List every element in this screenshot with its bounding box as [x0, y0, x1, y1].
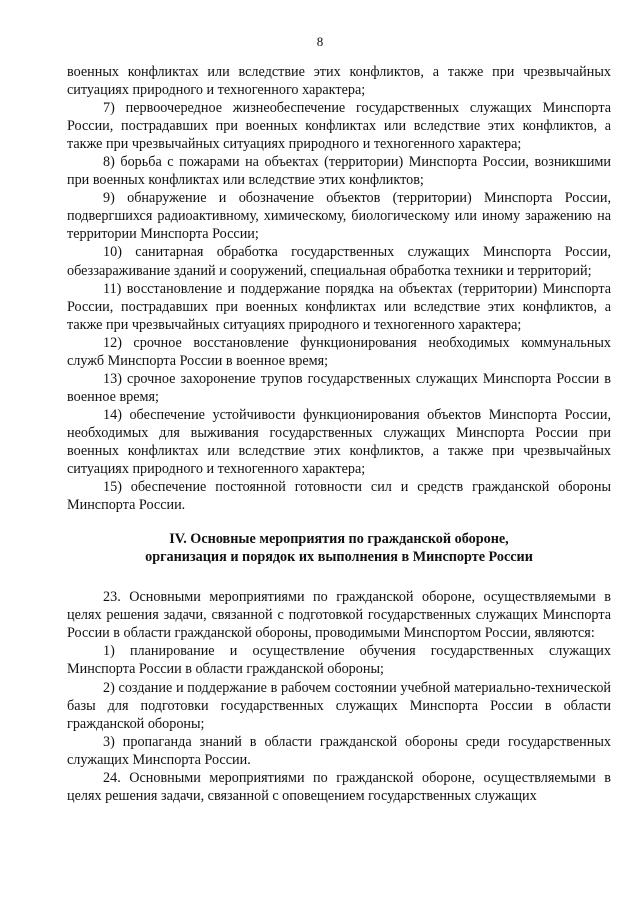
paragraph: 15) обеспечение постоянной готовности сил и средств гражданской обороны Минспорта России. [67, 479, 611, 514]
paragraph: 13) срочное захоронение трупов государственных служащих Минспорта России в военное время; [67, 370, 611, 405]
paragraph: 9) обнаружение и обозначение объектов (территории) Минспорта России, подвергшихся радиоактивному, химическому, биологическому или иному заражению на территории Минспорта России; [67, 190, 611, 243]
paragraph: 23. Основными мероприятиями по гражданской обороне, осуществляемыми в целях решения задачи, связанной с подготовкой государственных служащих Минспорта России в области гражданской обороны, проводимыми Минспортом России, являются: [67, 589, 611, 642]
paragraph: 8) борьба с пожарами на объектах (территории) Минспорта России, возникшими при военных конфликтах или вследствие этих конфликтов; [67, 154, 611, 189]
paragraph: военных конфликтах или вследствие этих конфликтов, а также при чрезвычайных ситуациях природного и техногенного характера; [67, 64, 611, 99]
paragraph: 7) первоочередное жизнеобеспечение государственных служащих Минспорта России, пострадавших при военных конфликтах или вследствие этих конфликтов, а также при чрезвычайных ситуациях природного и техногенного характера; [67, 100, 611, 153]
page-number: 8 [316, 34, 324, 49]
paragraph: 1) планирование и осуществление обучения государственных служащих Минспорта России в области гражданской обороны; [67, 643, 611, 678]
paragraph: 10) санитарная обработка государственных служащих Минспорта России, обеззараживание зданий и сооружений, специальная обработка техники и территорий; [67, 244, 611, 279]
paragraph: 14) обеспечение устойчивости функционирования объектов Минспорта России, необходимых для выживания государственных служащих Минспорта России при военных конфликтах или вследствие этих конфликтов, а также при чрезвычайных ситуациях природного и техногенного характера; [67, 406, 611, 478]
document-body [67, 63, 611, 805]
section-heading [67, 530, 611, 566]
section-heading-line: IV. Основные мероприятия по гражданской обороне, [169, 531, 509, 548]
paragraph: 2) создание и поддержание в рабочем состоянии учебной материально-технической базы для подготовки государственных служащих Минспорта России в области гражданской обороны; [67, 679, 611, 732]
paragraph: 3) пропаганда знаний в области гражданской обороны среди государственных служащих Минспорта России. [67, 733, 611, 768]
paragraphs-before-heading [67, 63, 611, 514]
section-heading-line: организация и порядок их выполнения в Минспорте России [145, 549, 533, 566]
paragraph: 12) срочное восстановление функционирования необходимых коммунальных служб Минспорта России в военное время; [67, 334, 611, 369]
paragraph: 11) восстановление и поддержание порядка на объектах (территории) Минспорта России, пострадавших при военных конфликтах или вследствие этих конфликтов, а также при чрезвычайных ситуациях природного и техногенного характера; [67, 280, 611, 333]
paragraph: 24. Основными мероприятиями по гражданской обороне, осуществляемыми в целях решения задачи, связанной с оповещением государственных служащих [67, 769, 611, 804]
paragraphs-after-heading [67, 588, 611, 805]
